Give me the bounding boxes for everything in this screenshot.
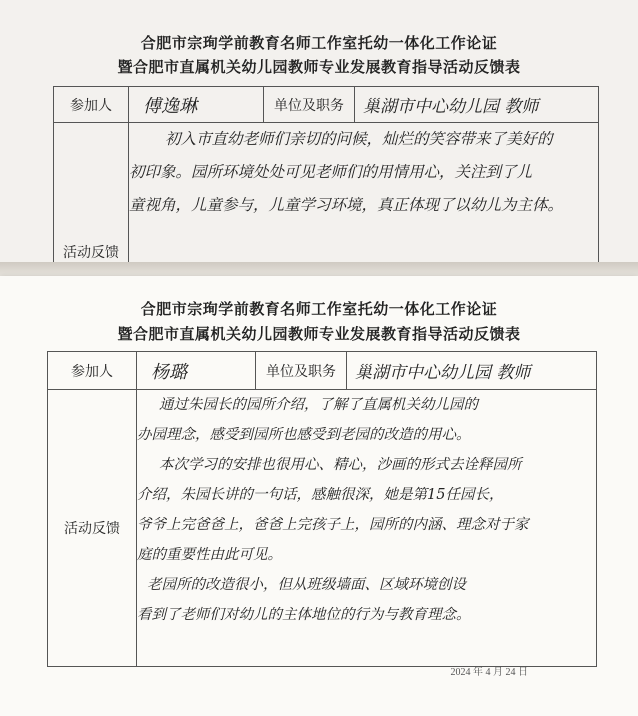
top-feedback-sheet [0, 0, 638, 275]
feedback-line: 介绍，朱园长讲的一句话，感触很深，她是第15任园长， [137, 487, 504, 503]
bottom-unit-value: 巢湖市中心幼儿园 教师 [355, 363, 531, 383]
top-title-line2: 暨合肥市直属机关幼儿园教师专业发展教育指导活动反馈表 [117, 59, 521, 76]
bottom-unit-label: 单位及职务 [256, 352, 347, 390]
bottom-participant-label: 参加人 [48, 352, 137, 390]
top-participant-label: 参加人 [54, 87, 129, 123]
top-feedback-label: 活动反馈 [54, 123, 129, 273]
feedback-date: 2024 年 4 月 24 日 [450, 667, 528, 678]
feedback-line: 办园理念，感受到园所也感受到老园的改造的用心。 [137, 427, 471, 443]
top-unit-label: 单位及职务 [264, 87, 355, 123]
feedback-line: 本次学习的安排也很用心、精心，沙画的形式去诠释园所 [159, 457, 522, 473]
feedback-line: 庭的重要性由此可见。 [137, 547, 282, 563]
feedback-line: 初印象。园所环境处处可见老师们的用情用心，关注到了儿 [129, 163, 533, 181]
bottom-feedback-label: 活动反馈 [48, 390, 137, 667]
feedback-line: 通过朱园长的园所介绍，了解了直属机关幼儿园的 [159, 397, 478, 413]
feedback-line: 初入市直幼老师们亲切的问候，灿烂的笑容带来了美好的 [165, 130, 553, 148]
feedback-line: 老园所的改造很小，但从班级墙面、区域环境创设 [147, 577, 466, 593]
bottom-feedback-sheet [0, 276, 638, 716]
top-form-table [53, 86, 599, 273]
top-unit-value: 巢湖市中心幼儿园 教师 [363, 97, 539, 117]
feedback-line: 童视角，儿童参与，儿童学习环境，真正体现了以幼儿为主体。 [129, 196, 564, 214]
top-participant-value: 傅逸琳 [143, 95, 197, 117]
feedback-line: 爷爷上完爸爸上，爸爸上完孩子上，园所的内涵、理念对于家 [137, 517, 529, 533]
bottom-title-line1: 合肥市宗珣学前教育名师工作室托幼一体化工作论证 [140, 301, 498, 318]
top-title-line1: 合肥市宗珣学前教育名师工作室托幼一体化工作论证 [140, 35, 498, 52]
bottom-form-table [47, 351, 597, 667]
top-feedback-text [129, 123, 599, 273]
bottom-feedback-text [137, 390, 597, 667]
feedback-line: 看到了老师们对幼儿的主体地位的行为与教育理念。 [137, 607, 471, 623]
bottom-title-line2: 暨合肥市直属机关幼儿园教师专业发展教育指导活动反馈表 [117, 326, 521, 343]
bottom-participant-value: 杨璐 [151, 361, 187, 383]
